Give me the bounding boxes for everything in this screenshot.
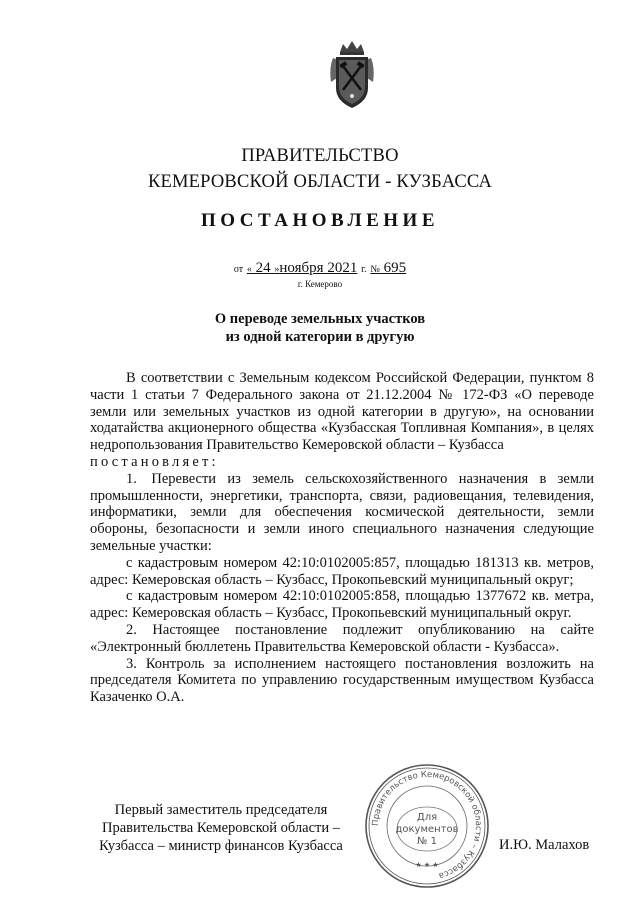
date-from-label: от — [233, 264, 244, 275]
document-city: г. Кемерово — [297, 279, 343, 289]
svg-text:№ 1: № 1 — [417, 836, 437, 847]
item-2-paragraph: 2. Настоящее постановление подлежит опубликованию на сайте «Электронный бюллетень Правительства Кемеровской области - Кузбасса». — [90, 621, 594, 655]
government-name-line2: КЕМЕРОВСКОЙ ОБЛАСТИ - КУЗБАССА — [147, 172, 493, 192]
signatory-name: И.Ю. Малахов — [499, 837, 590, 853]
svg-text:документов: документов — [395, 824, 459, 835]
document-title — [0, 310, 640, 346]
title-line1: О переводе земельных участков — [214, 311, 426, 327]
svg-text:Правительство Кемеровской обла: Правительство Кемеровской области – Кузбасса — [370, 769, 484, 881]
land-plot-1-paragraph: с кадастровым номером 42:10:0102005:857, площадью 181313 кв. метров, адрес: Кемеровская область – Кузбасс, Прокопьевский муниципальный округ; — [90, 554, 594, 588]
item-3-paragraph: 3. Контроль за исполнением настоящего постановления возложить на председателя Комитета по управлению государственным имуществом Кузбасса Казаченко О.А. — [90, 655, 594, 706]
government-name-line1: ПРАВИТЕЛЬСТВО — [241, 146, 399, 166]
document-number: № 695 — [370, 260, 407, 276]
preamble-paragraph: В соответствии с Земельным кодексом Российской Федерации, пунктом 8 части 1 статьи 7 Федерального закона от 21.12.2004 № 172-ФЗ «О переводе земли или земельных участков из одной категории в другую», на основании ходатайства акционерного общества «Кузбасская Топливная Компания», в целях недропользования Правительство Кемеровской области – Кузбасса — [90, 370, 594, 454]
position-line3: Кузбасса – министр финансов Кузбасса — [99, 838, 343, 854]
title-line2: из одной категории в другую — [225, 329, 415, 345]
date-month-year: ноября 2021 — [279, 260, 358, 276]
document-date-line — [0, 260, 640, 277]
svg-text:★ ★ ★: ★ ★ ★ — [415, 861, 439, 869]
document-body — [90, 370, 594, 706]
resolves-word: постановляет: — [90, 453, 219, 470]
signatory-position — [86, 801, 356, 855]
date-year-suffix: г. — [361, 264, 367, 275]
kuzbass-coat-of-arms-icon — [327, 38, 377, 110]
position-line1: Первый заместитель председателя — [114, 802, 328, 818]
svg-text:Для: Для — [416, 812, 438, 823]
item-1-paragraph: 1. Перевести из земель сельскохозяйственного назначения в земли промышленности, энергетики, транспорта, связи, радиовещания, телевидения, информатики, земли для обеспечения космической деятельности, земли обороны, безопасности и земли иного специального назначения следующие земельные участки: — [90, 470, 594, 554]
position-line2: Правительства Кемеровской области – — [101, 820, 341, 836]
date-day: « 24 » — [246, 260, 280, 276]
land-plot-2-paragraph: с кадастровым номером 42:10:0102005:858, площадью 1377672 кв. метра, адрес: Кемеровская область – Кузбасс, Прокопьевский муниципальный округ. — [90, 588, 594, 622]
official-stamp — [364, 763, 490, 889]
document-type-heading: ПОСТАНОВЛЕНИЕ — [200, 210, 440, 231]
